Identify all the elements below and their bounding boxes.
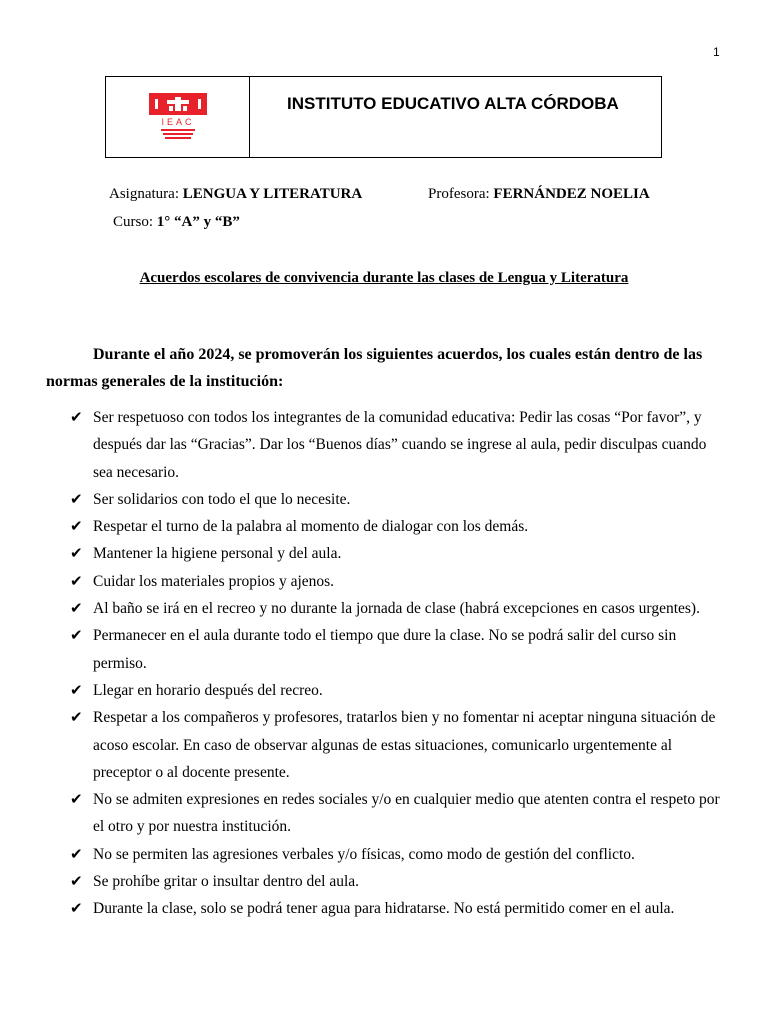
- logo-cell: [106, 77, 250, 157]
- checkmark-icon: ✔: [70, 872, 83, 891]
- checkmark-icon: ✔: [70, 599, 83, 618]
- checkmark-icon: ✔: [70, 844, 83, 863]
- rule-text: Llegar en horario después del recreo.: [93, 681, 323, 699]
- checkmark-icon: ✔: [70, 790, 83, 809]
- rule-text: Se prohíbe gritar o insultar dentro del aula.: [93, 873, 360, 891]
- rule-item: [70, 786, 720, 841]
- rule-text: Respetar a los compañeros y profesores, tratarlos bien y no fomentar ni aceptar ninguna situación de acoso escolar. En caso de observar algunas de estas situaciones, comunicarlo urgentemente al preceptor o al docente presente.: [93, 709, 716, 781]
- rule-text: Mantener la higiene personal y del aula.: [93, 545, 342, 563]
- checkmark-icon: ✔: [70, 626, 83, 645]
- rule-text: Al baño se irá en el recreo y no durante la jornada de clase (habrá excepciones en casos urgentes).: [93, 600, 700, 618]
- rule-item: [70, 841, 720, 868]
- subject-value: LENGUA Y LITERATURA: [182, 186, 363, 202]
- rule-item: [70, 486, 720, 513]
- ieac-logo-icon: [147, 91, 209, 143]
- rule-text: Permanecer en el aula durante todo el tiempo que dure la clase. No se podrá salir del curso sin permiso.: [93, 627, 677, 672]
- document-title: Acuerdos escolares de convivencia durante las clases de Lengua y Literatura: [139, 270, 629, 286]
- title-cell: [250, 77, 661, 157]
- institution-name: INSTITUTO EDUCATIVO ALTA CÓRDOBA: [287, 94, 619, 113]
- course-value: 1° “A” y “B”: [156, 214, 240, 230]
- svg-text:IEAC: IEAC: [160, 117, 195, 127]
- checkmark-icon: ✔: [70, 408, 83, 426]
- rule-item: [70, 568, 720, 595]
- rule-item: [70, 595, 720, 622]
- rules-list: [70, 404, 720, 923]
- teacher-label: Profesora:: [428, 186, 490, 202]
- rule-item: [70, 513, 720, 540]
- rule-text: No se admiten expresiones en redes sociales y/o en cualquier medio que atenten contra el respeto por el otro y por nuestra institución.: [93, 791, 720, 836]
- checkmark-icon: ✔: [70, 517, 83, 536]
- rule-text: Cuidar los materiales propios y ajenos.: [93, 572, 335, 590]
- checkmark-icon: ✔: [70, 571, 83, 590]
- header-table: [105, 76, 662, 158]
- rule-text: Durante la clase, solo se podrá tener agua para hidratarse. No está permitido comer en el aula.: [93, 900, 675, 918]
- rule-text: Respetar el turno de la palabra al momento de dialogar con los demás.: [93, 518, 529, 536]
- checkmark-icon: ✔: [70, 489, 83, 508]
- checkmark-icon: ✔: [70, 544, 83, 563]
- checkmark-icon: ✔: [70, 680, 83, 699]
- subject-label: Asignatura:: [109, 186, 179, 202]
- rule-item: [70, 704, 720, 786]
- course-label: Curso:: [113, 214, 154, 230]
- teacher-line: [428, 186, 650, 203]
- rule-item: [70, 895, 720, 922]
- rule-item: [70, 404, 720, 486]
- checkmark-icon: ✔: [70, 899, 83, 918]
- checkmark-icon: ✔: [70, 708, 83, 727]
- teacher-value: FERNÁNDEZ NOELIA: [493, 186, 650, 202]
- rule-item: [70, 677, 720, 704]
- rule-text: Ser respetuoso con todos los integrantes de la comunidad educativa: Pedir las cosas “Por favor”, y después dar las “Gracias”. Dar los “Buenos días” cuando se ingrese al aula, pedir disculpas cuando sea necesario.: [93, 409, 707, 481]
- course-line: [113, 214, 240, 231]
- rule-item: [70, 540, 720, 567]
- rule-item: [70, 622, 720, 677]
- rule-item: [70, 868, 720, 895]
- rule-text: Ser solidarios con todo el que lo necesite.: [93, 490, 351, 508]
- intro-paragraph: Durante el año 2024, se promoverán los siguientes acuerdos, los cuales están dentro de las normas generales de la institución:: [46, 346, 703, 390]
- subject-line: [109, 186, 362, 203]
- page-number: 1: [713, 45, 720, 59]
- rule-text: No se permiten las agresiones verbales y/o físicas, como modo de gestión del conflicto.: [93, 845, 635, 863]
